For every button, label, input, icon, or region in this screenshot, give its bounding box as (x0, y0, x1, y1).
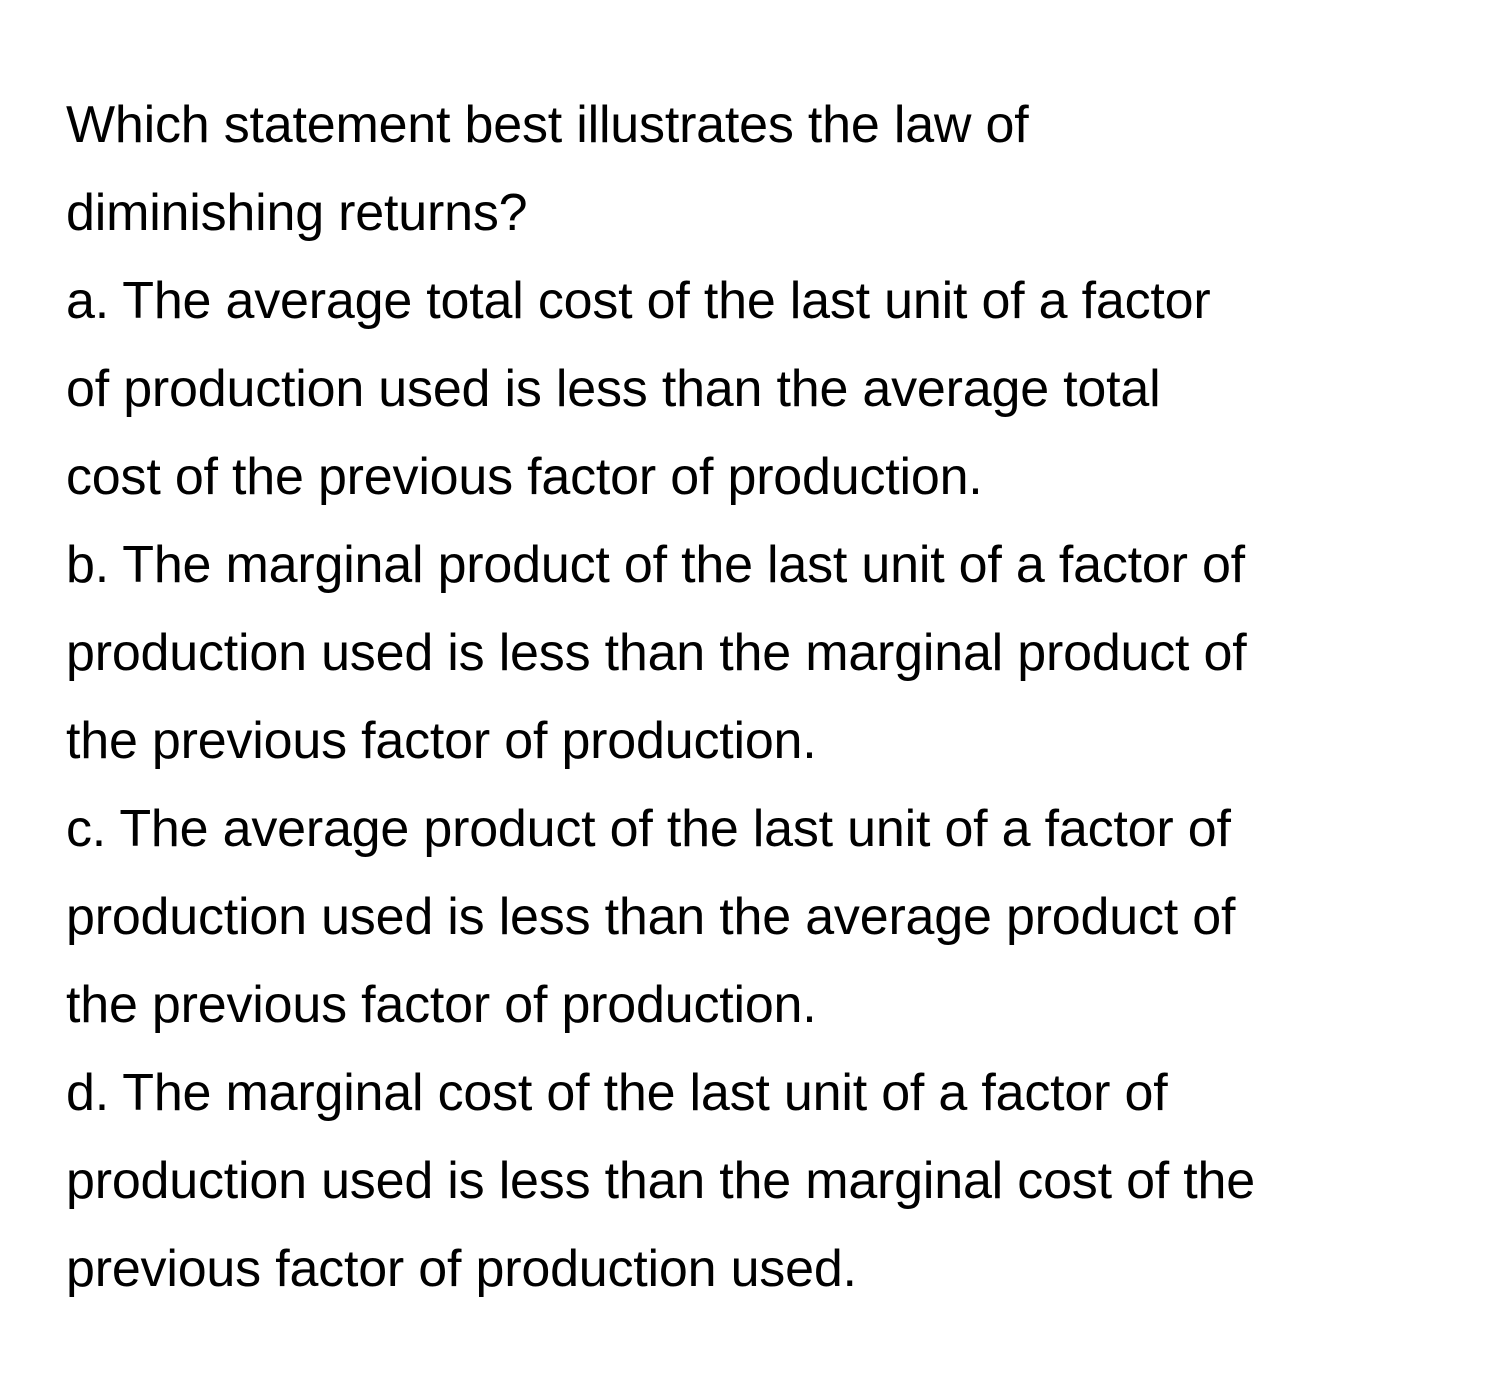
option-d (66, 1049, 1446, 1313)
option-a-line: of production used is less than the average total (66, 360, 1161, 418)
option-a-line: cost of the previous factor of production. (66, 448, 983, 506)
option-a (66, 257, 1446, 521)
option-d-line: d. The marginal cost of the last unit of a factor of (66, 1064, 1168, 1122)
option-c-line: c. The average product of the last unit of a factor of (66, 800, 1231, 858)
option-a-line: a. The average total cost of the last unit of a factor (66, 272, 1211, 330)
option-b-line: b. The marginal product of the last unit of a factor of (66, 536, 1245, 594)
question-stem-line: Which statement best illustrates the law of (66, 96, 1029, 154)
option-c-line: production used is less than the average product of (66, 888, 1236, 946)
question-stem (66, 81, 1446, 257)
option-b-line: production used is less than the marginal product of (66, 624, 1247, 682)
option-c (66, 785, 1446, 1049)
option-b (66, 521, 1446, 785)
question-card (66, 81, 1446, 1313)
option-d-line: production used is less than the marginal cost of the (66, 1152, 1255, 1210)
option-c-line: the previous factor of production. (66, 976, 817, 1034)
option-d-line: previous factor of production used. (66, 1240, 857, 1298)
question-stem-line: diminishing returns? (66, 184, 528, 242)
option-b-line: the previous factor of production. (66, 712, 817, 770)
